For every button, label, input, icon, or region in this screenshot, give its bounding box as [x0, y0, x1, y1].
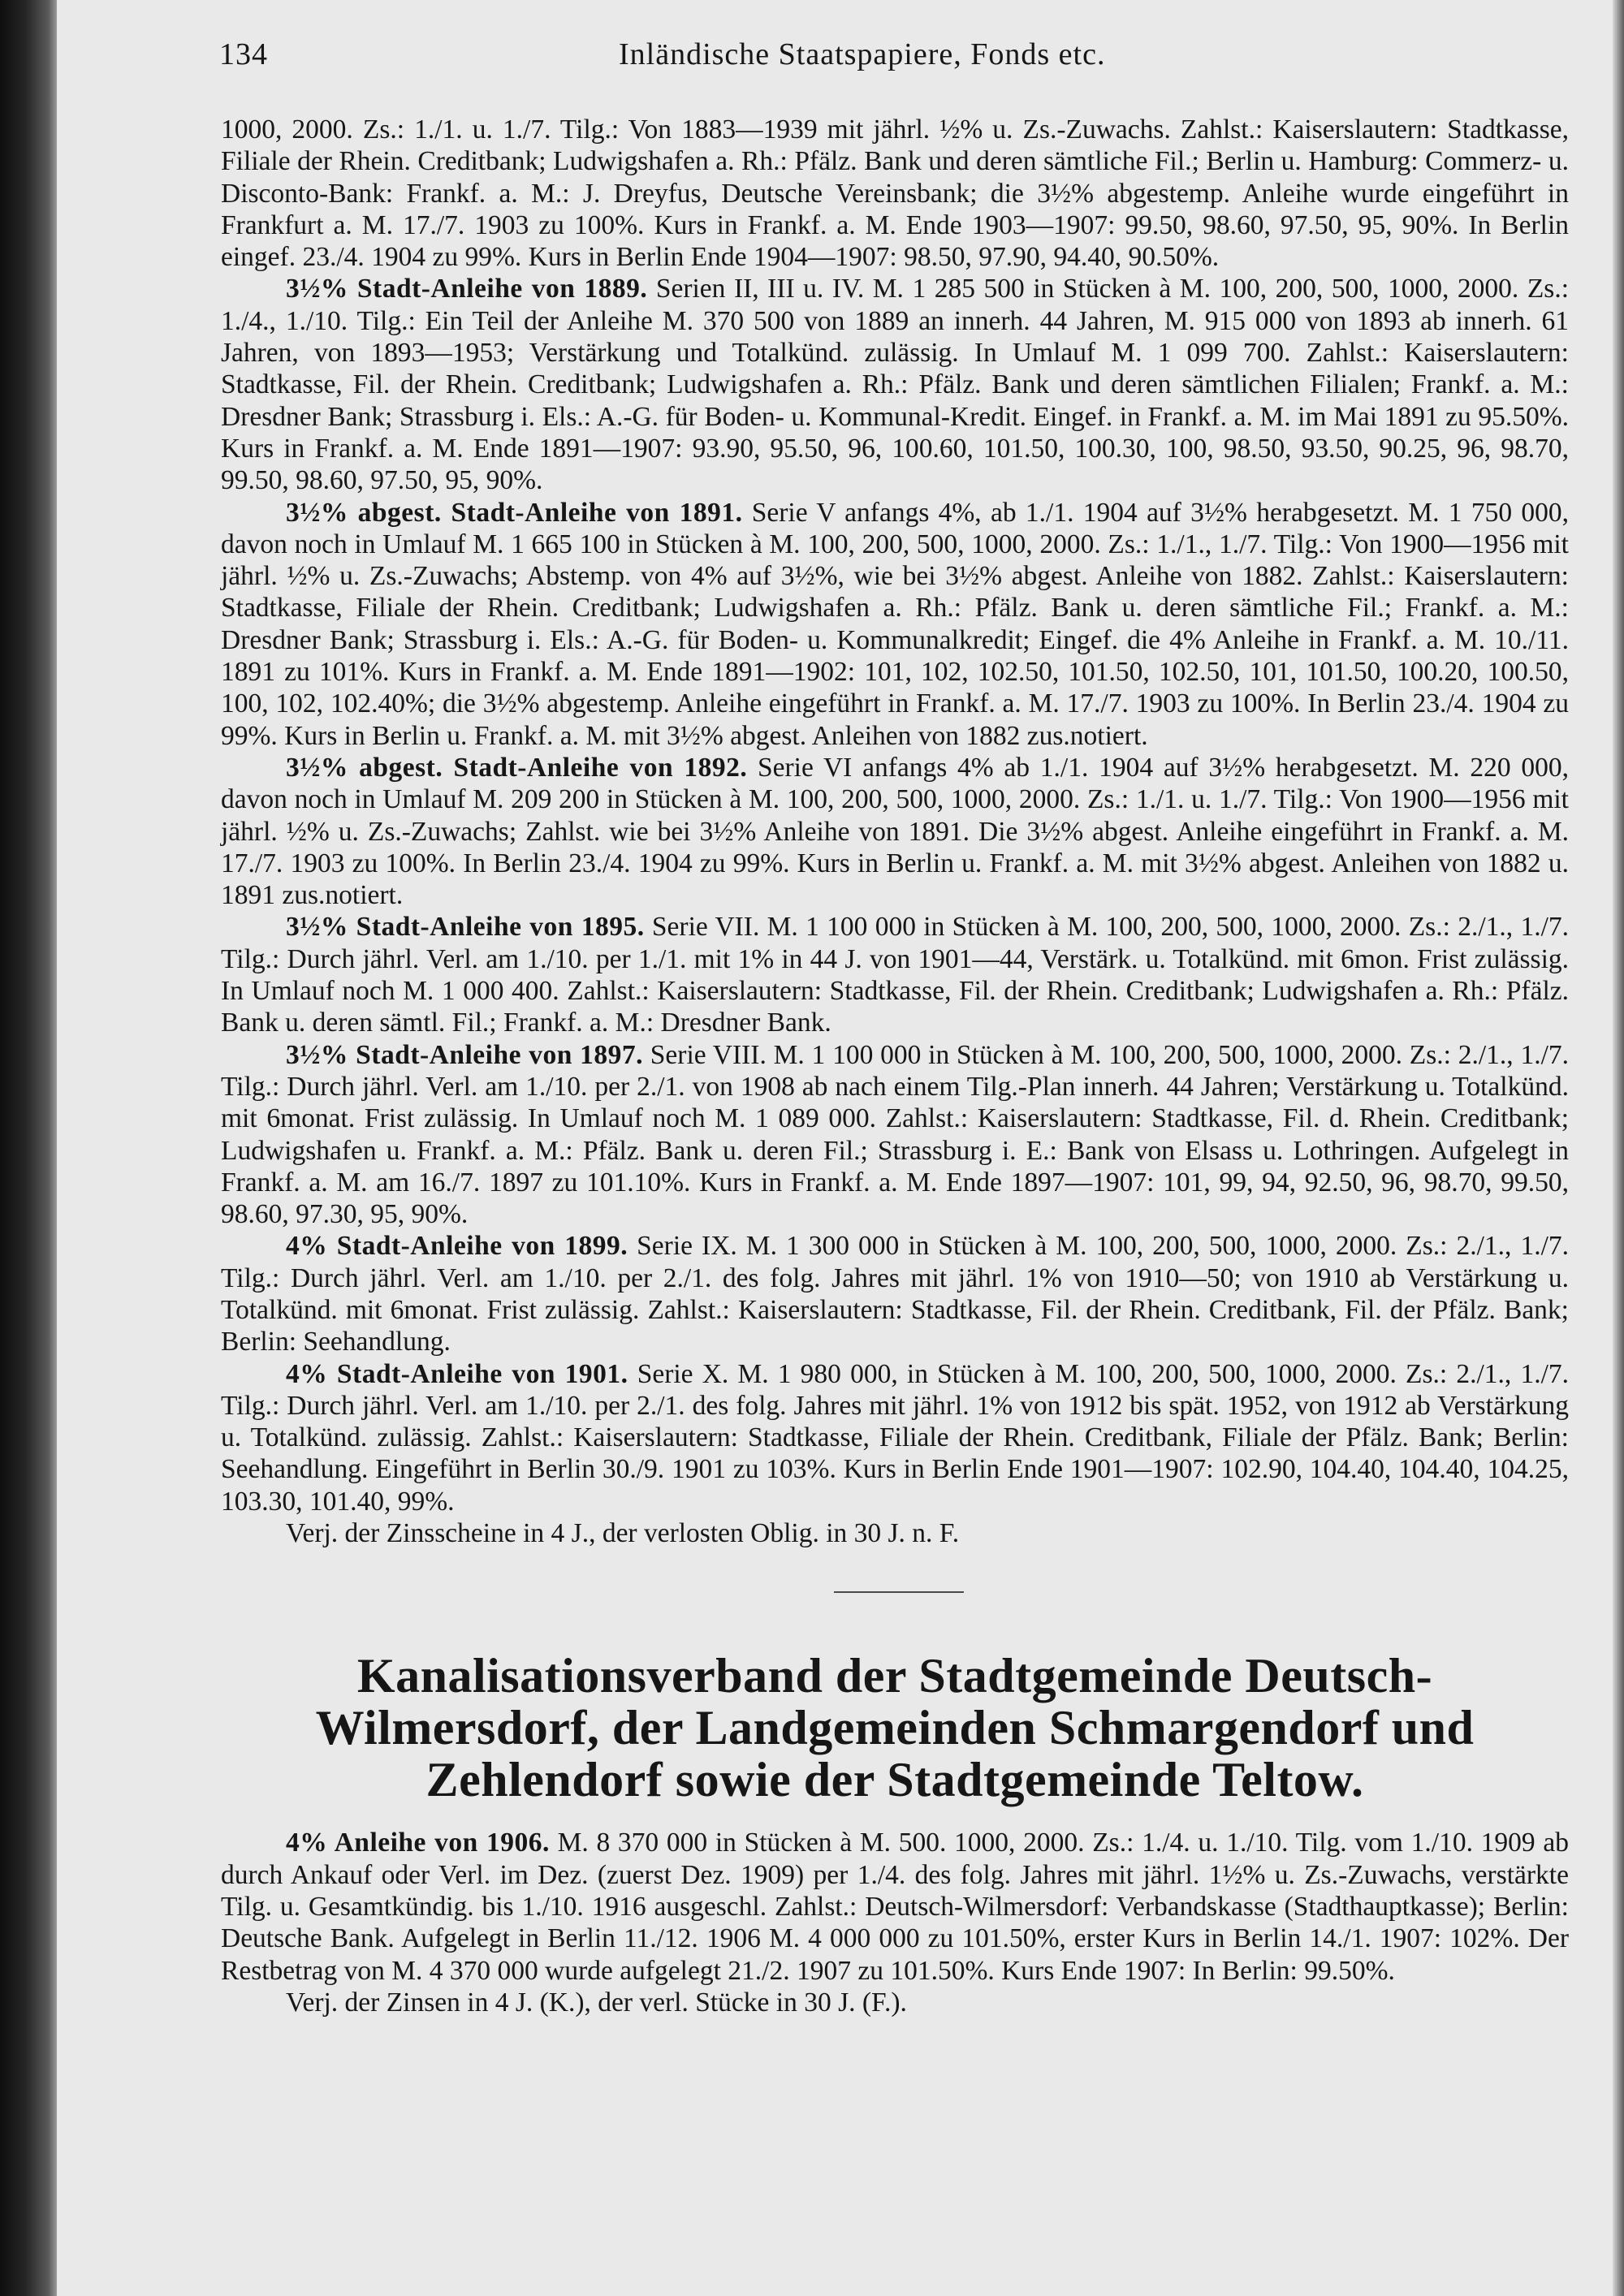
heading-line: Wilmersdorf, der Landgemeinden Schmargendorf und: [315, 1701, 1475, 1755]
section-heading: [221, 1650, 1569, 1806]
paragraph-text: Serie V anfangs 4%, ab 1./1. 1904 auf 3½% herabgesetzt. M. 1 750 000, davon noch in Umlauf M. 1 665 100 in Stücken à M. 100, 200, 500, 1000, 2000. Zs.: 1./1., 1./7. Tilg.: Von 1900—1956 mit jährl. ½% u. Zs.-Zuwachs; Abstemp. von 4% auf 3½%, wie bei 3½% abgest. Anleihe von 1882. Zahlst.: Kaiserslautern: Stadtkasse, Filiale der Rhein. Creditbank; Ludwigshafen a. Rh.: Pfälz. Bank u. deren sämtliche Fil.; Frankf. a. M.: Dresdner Bank; Strassburg i. Els.: A.-G. für Boden- u. Kommunalkredit; Eingef. die 4% Anleihe in Frankf. a. M. 10./11. 1891 zu 101%. Kurs in Frankf. a. M. Ende 1891—1902: 101, 102, 102.50, 101.50, 102.50, 101, 101.50, 100.20, 100.50, 100, 102, 102.40%; die 3½% abgestemp. Anleihe eingeführt in Frankf. a. M. 17./7. 1903 zu 100%. In Berlin 23./4. 1904 zu 99%. Kurs in Berlin u. Frankf. a. M. mit 3½% abgest. Anleihen von 1882 zus.notiert.: [221, 497, 1569, 751]
bond-listings: [221, 114, 1569, 1549]
paragraph-text: Serie VII. M. 1 100 000 in Stücken à M. 100, 200, 500, 1000, 2000. Zs.: 2./1., 1./7. Tilg.: Durch jährl. Verl. am 1./10. per 1./1. mit 1% in 44 J. von 1901—44, Verstärk. u. Totalkünd. mit 6mon. Frist zulässig. In Umlauf noch M. 1 000 400. Zahlst.: Kaiserslautern: Stadtkasse, Fil. der Rhein. Creditbank; Ludwigshafen a. Rh.: Pfälz. Bank u. deren sämtl. Fil.; Frankf. a. M.: Dresdner Bank.: [221, 912, 1569, 1038]
bond-title: 3½% Stadt-Anleihe von 1897.: [286, 1039, 644, 1070]
scan-edge: [1613, 0, 1624, 2296]
heading-line: Zehlendorf sowie der Stadtgemeinde Teltow.: [425, 1753, 1364, 1807]
paragraph-text: M. 8 370 000 in Stücken à M. 500. 1000, 2000. Zs.: 1./4. u. 1./10. Tilg. vom 1./10. 1909 ab durch Ankauf oder Verl. im Dez. (zuerst Dez. 1909) per 1./4. des folg. Jahres mit jährl. 1½% u. Zs.-Zuwachs, verstärkte Tilg. u. Gesamtkündig. bis 1./10. 1916 ausgeschl. Zahlst.: Deutsch-Wilmersdorf: Verbandskasse (Stadthauptkasse); Berlin: Deutsche Bank. Aufgelegt in Berlin 11./12. 1906 M. 4 000 000 zu 101.50%, erster Kurs in Berlin 14./1. 1907: 102%. Der Restbetrag von M. 4 370 000 wurde aufgelegt 21./2. 1907 zu 101.50%. Kurs Ende 1907: In Berlin: 99.50%.: [221, 1828, 1569, 1986]
bond-title: 4% Stadt-Anleihe von 1899.: [286, 1231, 628, 1262]
running-head: [164, 29, 1569, 80]
paragraph-text: Serie IX. M. 1 300 000 in Stücken à M. 100, 200, 500, 1000, 2000. Zs.: 2./1., 1./7. Tilg.: Durch jährl. Verl. am 1./10. per 2./1. des folg. Jahres mit jährl. 1% von 1910—50; von 1910 ab Verstärkung u. Totalkünd. mit 6monat. Frist zulässig. Zahlst.: Kaiserslautern: Stadtkasse, Fil. der Rhein. Creditbank, Fil. der Pfälz. Bank; Berlin: Seehandlung.: [221, 1231, 1569, 1357]
bond-title: 4% Anleihe von 1906.: [286, 1828, 550, 1858]
section-divider: [834, 1591, 964, 1593]
listing-paragraph: [221, 114, 1569, 273]
paragraph-text: Verj. der Zinsscheine in 4 J., der verlosten Oblig. in 30 J. n. F.: [286, 1518, 960, 1549]
bond-title: 3½% Stadt-Anleihe von 1889.: [286, 274, 648, 304]
bond-title: 3½% abgest. Stadt-Anleihe von 1892.: [286, 752, 748, 783]
listing-paragraph: [221, 911, 1569, 1038]
listing-paragraph: [221, 1039, 1569, 1231]
listing-paragraph: [221, 1358, 1569, 1517]
section-listings: [221, 1827, 1569, 2018]
paragraph-text: Serie VIII. M. 1 100 000 in Stücken à M. 100, 200, 500, 1000, 2000. Zs.: 2./1., 1./7. Tilg.: Durch jährl. Verl. am 1./10. per 2./1. von 1908 ab nach einem Tilg.-Plan innerh. 44 Jahren; Verstärkung u. Totalkünd. mit 6monat. Frist zulässig. In Umlauf noch M. 1 089 000. Zahlst.: Kaiserslautern: Stadtkasse, Fil. d. Rhein. Creditbank; Ludwigshafen u. Frankf. a. M.: Pfälz. Bank u. deren Fil.; Strassburg i. E.: Bank von Elsass u. Lothringen. Aufgelegt in Frankf. a. M. am 16./7. 1897 zu 101.10%. Kurs in Frankf. a. M. Ende 1897—1907: 101, 99, 94, 92.50, 96, 98.70, 99.50, 98.60, 97.30, 95, 90%.: [221, 1039, 1569, 1230]
listing-paragraph: [221, 273, 1569, 496]
paragraph-text: 1000, 2000. Zs.: 1./1. u. 1./7. Tilg.: Von 1883—1939 mit jährl. ½% u. Zs.-Zuwachs. Zahlst.: Kaiserslautern: Stadtkasse, Filiale der Rhein. Creditbank; Ludwigshafen a. Rh.: Pfälz. Bank und deren sämtliche Fil.; Berlin u. Hamburg: Commerz- u. Disconto-Bank: Frankf. a. M.: J. Dreyfus, Deutsche Vereinsbank; die 3½% abgestemp. Anleihe wurde eingeführt in Frankfurt a. M. 17./7. 1903 zu 100%. Kurs in Frankf. a. M. Ende 1903—1907: 99.50, 98.60, 97.50, 95, 90%. In Berlin eingef. 23./4. 1904 zu 99%. Kurs in Berlin Ende 1904—1907: 98.50, 97.90, 94.40, 90.50%.: [221, 114, 1569, 273]
heading-line: Kanalisationsverband der Stadtgemeinde Deutsch-: [356, 1649, 1433, 1703]
paragraph-text: Serie X. M. 1 980 000, in Stücken à M. 100, 200, 500, 1000, 2000. Zs.: 2./1., 1./7. Tilg.: Durch jährl. Verl. am 1./10. per 2./1. des folg. Jahres mit jährl. 1% von 1912 bis spät. 1952, von 1912 ab Verstärkung u. Totalkünd. zulässig. Zahlst.: Kaiserslautern: Stadtkasse, Filiale der Rhein. Creditbank, Filiale der Pfälz. Bank; Berlin: Seehandlung. Eingeführt in Berlin 30./9. 1901 zu 103%. Kurs in Berlin Ende 1901—1907: 102.90, 104.40, 104.40, 104.25, 103.30, 101.40, 99%.: [221, 1358, 1570, 1517]
binding-shadow: [0, 0, 57, 2296]
listing-paragraph: [221, 1827, 1569, 1986]
bond-title: 3½% Stadt-Anleihe von 1895.: [286, 912, 645, 943]
page-content: [164, 29, 1569, 2018]
listing-paragraph: [221, 497, 1569, 752]
page-number: 134: [219, 37, 268, 71]
running-title: Inländische Staatspapiere, Fonds etc.: [619, 37, 1106, 71]
listing-paragraph: [221, 1230, 1569, 1357]
listing-paragraph: [221, 1987, 1569, 2018]
paragraph-text: Serie VI anfangs 4% ab 1./1. 1904 auf 3½% herabgesetzt. M. 220 000, davon noch in Umlauf M. 209 200 in Stücken à M. 100, 200, 500, 1000, 2000. Zs.: 1./1. u. 1./7. Tilg.: Von 1900—1956 mit jährl. ½% u. Zs.-Zuwachs; Zahlst. wie bei 3½% Anleihe von 1891. Die 3½% abgest. Anleihe eingeführt in Frankf. a. M. 17./7. 1903 zu 100%. In Berlin 23./4. 1904 zu 99%. Kurs in Berlin u. Frankf. a. M. mit 3½% abgest. Anleihen von 1882 u. 1891 zus.notiert.: [221, 752, 1569, 911]
page-sheet: [57, 0, 1613, 2296]
bond-title: 4% Stadt-Anleihe von 1901.: [286, 1358, 628, 1389]
bond-title: 3½% abgest. Stadt-Anleihe von 1891.: [286, 497, 743, 528]
paragraph-text: Serien II, III u. IV. M. 1 285 500 in Stücken à M. 100, 200, 500, 1000, 2000. Zs.: 1./4., 1./10. Tilg.: Ein Teil der Anleihe M. 370 500 von 1889 an innerh. 44 Jahren, M. 915 000 von 1893 ab innerh. 61 Jahren, von 1893—1953; Verstärkung und Totalkünd. zulässig. In Umlauf M. 1 099 700. Zahlst.: Kaiserslautern: Stadtkasse, Fil. der Rhein. Creditbank; Ludwigshafen a. Rh.: Pfälz. Bank und deren sämtlichen Filialen; Frankf. a. M.: Dresdner Bank; Strassburg i. Els.: A.-G. für Boden- u. Kommunal-Kredit. Eingef. in Frankf. a. M. im Mai 1891 zu 95.50%. Kurs in Frankf. a. M. Ende 1891—1907: 93.90, 95.50, 96, 100.60, 101.50, 100.30, 100, 98.50, 93.50, 90.25, 96, 98.70, 99.50, 98.60, 97.50, 95, 90%.: [221, 274, 1569, 496]
paragraph-text: Verj. der Zinsen in 4 J. (K.), der verl. Stücke in 30 J. (F.).: [286, 1987, 907, 2018]
listing-paragraph: [221, 752, 1569, 911]
listing-paragraph: [221, 1517, 1569, 1549]
